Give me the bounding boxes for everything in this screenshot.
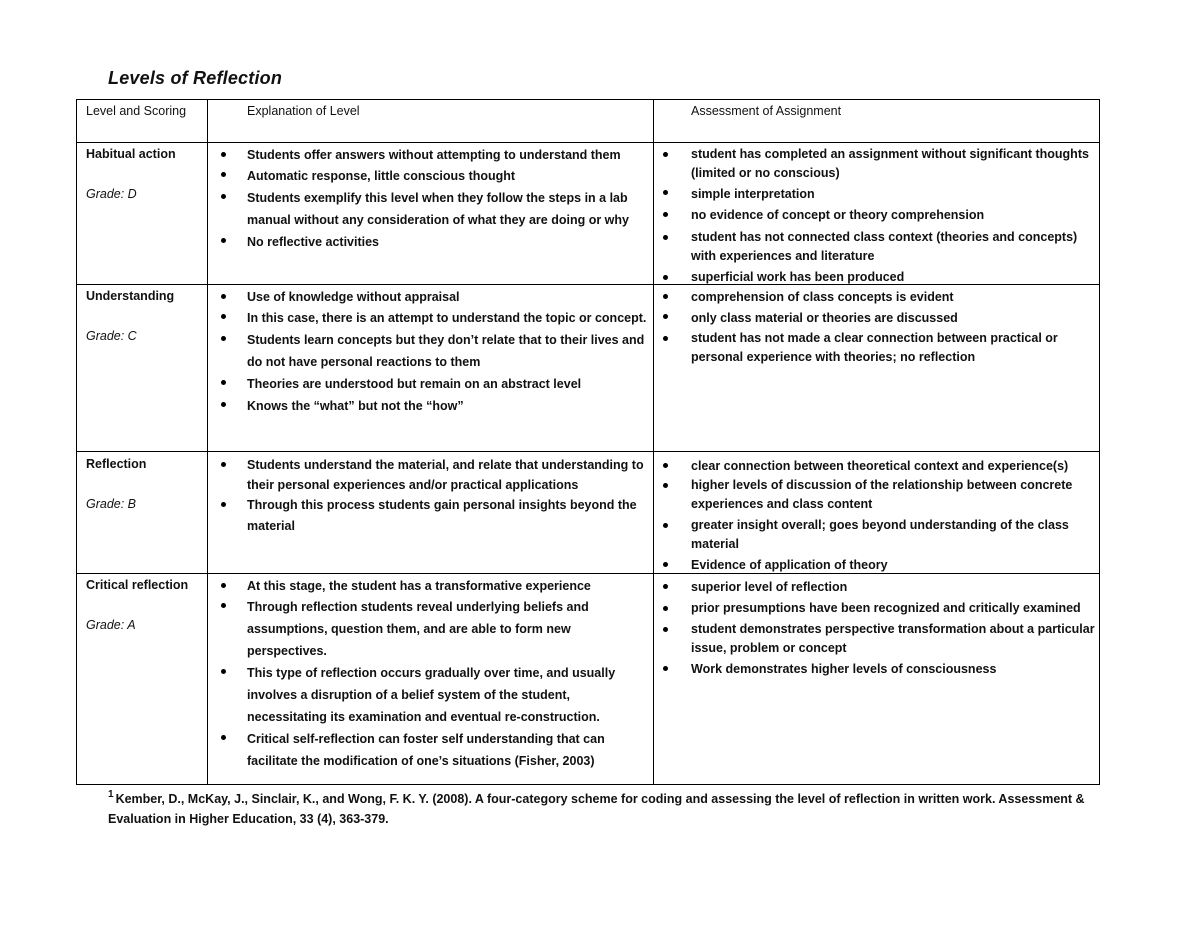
table-row-level <box>86 286 204 346</box>
table-row-explanation <box>219 145 649 253</box>
list-item: Through this process students gain personal insights beyond the material <box>219 495 649 537</box>
list-item: clear connection between theoretical context and experience(s) <box>661 456 1097 476</box>
grade-label: Grade: C <box>86 329 137 343</box>
list-item: Critical self-reflection can foster self understanding that can facilitate the modification of one’s situations (Fisher, 2003) <box>219 728 649 772</box>
table-row-assessment <box>661 456 1097 575</box>
list-item: student has completed an assignment without significant thoughts (limited or no conscious) <box>661 145 1097 183</box>
table-row-assessment <box>661 577 1097 679</box>
list-item: Students exemplify this level when they follow the steps in a lab manual without any consideration of what they are doing or why <box>219 187 649 231</box>
list-item: student has not made a clear connection between practical or personal experience with theories; no reflection <box>661 329 1097 367</box>
header-level-and-scoring: Level and Scoring <box>86 104 187 118</box>
list-item: superior level of reflection <box>661 577 1097 597</box>
level-name: Reflection <box>86 457 147 471</box>
header-assessment: Assessment of Assignment <box>691 104 842 118</box>
list-item: superficial work has been produced <box>661 268 1097 287</box>
grade-label: Grade: A <box>86 618 136 632</box>
column-divider <box>207 100 208 784</box>
list-item: Use of knowledge without appraisal <box>219 287 649 307</box>
table-row-explanation <box>219 455 649 537</box>
row-divider <box>77 451 1099 452</box>
list-item: prior presumptions have been recognized and critically examined <box>661 599 1097 618</box>
footnote-marker: 1 <box>108 789 114 800</box>
list-item: simple interpretation <box>661 183 1097 205</box>
table-row-assessment <box>661 145 1097 287</box>
list-item: At this stage, the student has a transformative experience <box>219 576 649 596</box>
list-item: student has not connected class context (theories and concepts) with experiences and literature <box>661 228 1097 266</box>
levels-table <box>76 99 1100 785</box>
list-item: This type of reflection occurs gradually over time, and usually involves a disruption of a belief system of the student, necessitating its examination and eventual re-construction. <box>219 662 649 728</box>
level-name: Critical reflection <box>86 578 189 592</box>
list-item: higher levels of discussion of the relationship between concrete experiences and class content <box>661 476 1097 514</box>
table-row-level <box>86 454 204 514</box>
list-item: student demonstrates perspective transformation about a particular issue, problem or concept <box>661 620 1097 658</box>
list-item: comprehension of class concepts is evident <box>661 287 1097 307</box>
list-item: greater insight overall; goes beyond understanding of the class material <box>661 516 1097 554</box>
list-item: In this case, there is an attempt to understand the topic or concept. <box>219 307 649 329</box>
grade-label: Grade: B <box>86 497 137 511</box>
list-item: Theories are understood but remain on an abstract level <box>219 373 649 395</box>
list-item: Evidence of application of theory <box>661 555 1097 575</box>
list-item: Work demonstrates higher levels of consciousness <box>661 659 1097 679</box>
document-title: Levels of Reflection <box>108 68 283 88</box>
footnote-citation <box>108 785 1108 829</box>
list-item: Automatic response, little conscious thought <box>219 165 649 187</box>
list-item: No reflective activities <box>219 231 649 253</box>
list-item: Students learn concepts but they don’t relate that to their lives and do not have personal reactions to them <box>219 329 649 373</box>
table-row-assessment <box>661 287 1097 367</box>
level-name: Habitual action <box>86 147 176 161</box>
list-item: no evidence of concept or theory comprehension <box>661 205 1097 225</box>
grade-label: Grade: D <box>86 187 137 201</box>
list-item: Through reflection students reveal underlying beliefs and assumptions, question them, and are able to form new perspectives. <box>219 596 649 662</box>
table-row-explanation <box>219 576 649 772</box>
list-item: Students understand the material, and relate that understanding to their personal experiences and/or practical applications <box>219 455 649 495</box>
row-divider <box>77 142 1099 143</box>
list-item: Knows the “what” but not the “how” <box>219 395 649 417</box>
footnote-text: Kember, D., McKay, J., Sinclair, K., and Wong, F. K. Y. (2008). A four-category scheme for coding and assessing the level of reflection in written work. Assessment & Evaluation in Higher Education, 33 (4), 363-379. <box>108 792 1085 826</box>
column-divider <box>653 100 654 784</box>
level-name: Understanding <box>86 289 175 303</box>
list-item: Students offer answers without attempting to understand them <box>219 145 649 165</box>
table-row-level <box>86 144 204 204</box>
table-row-level <box>86 575 204 635</box>
header-explanation: Explanation of Level <box>247 104 360 118</box>
list-item: only class material or theories are discussed <box>661 307 1097 329</box>
table-row-explanation <box>219 287 649 417</box>
